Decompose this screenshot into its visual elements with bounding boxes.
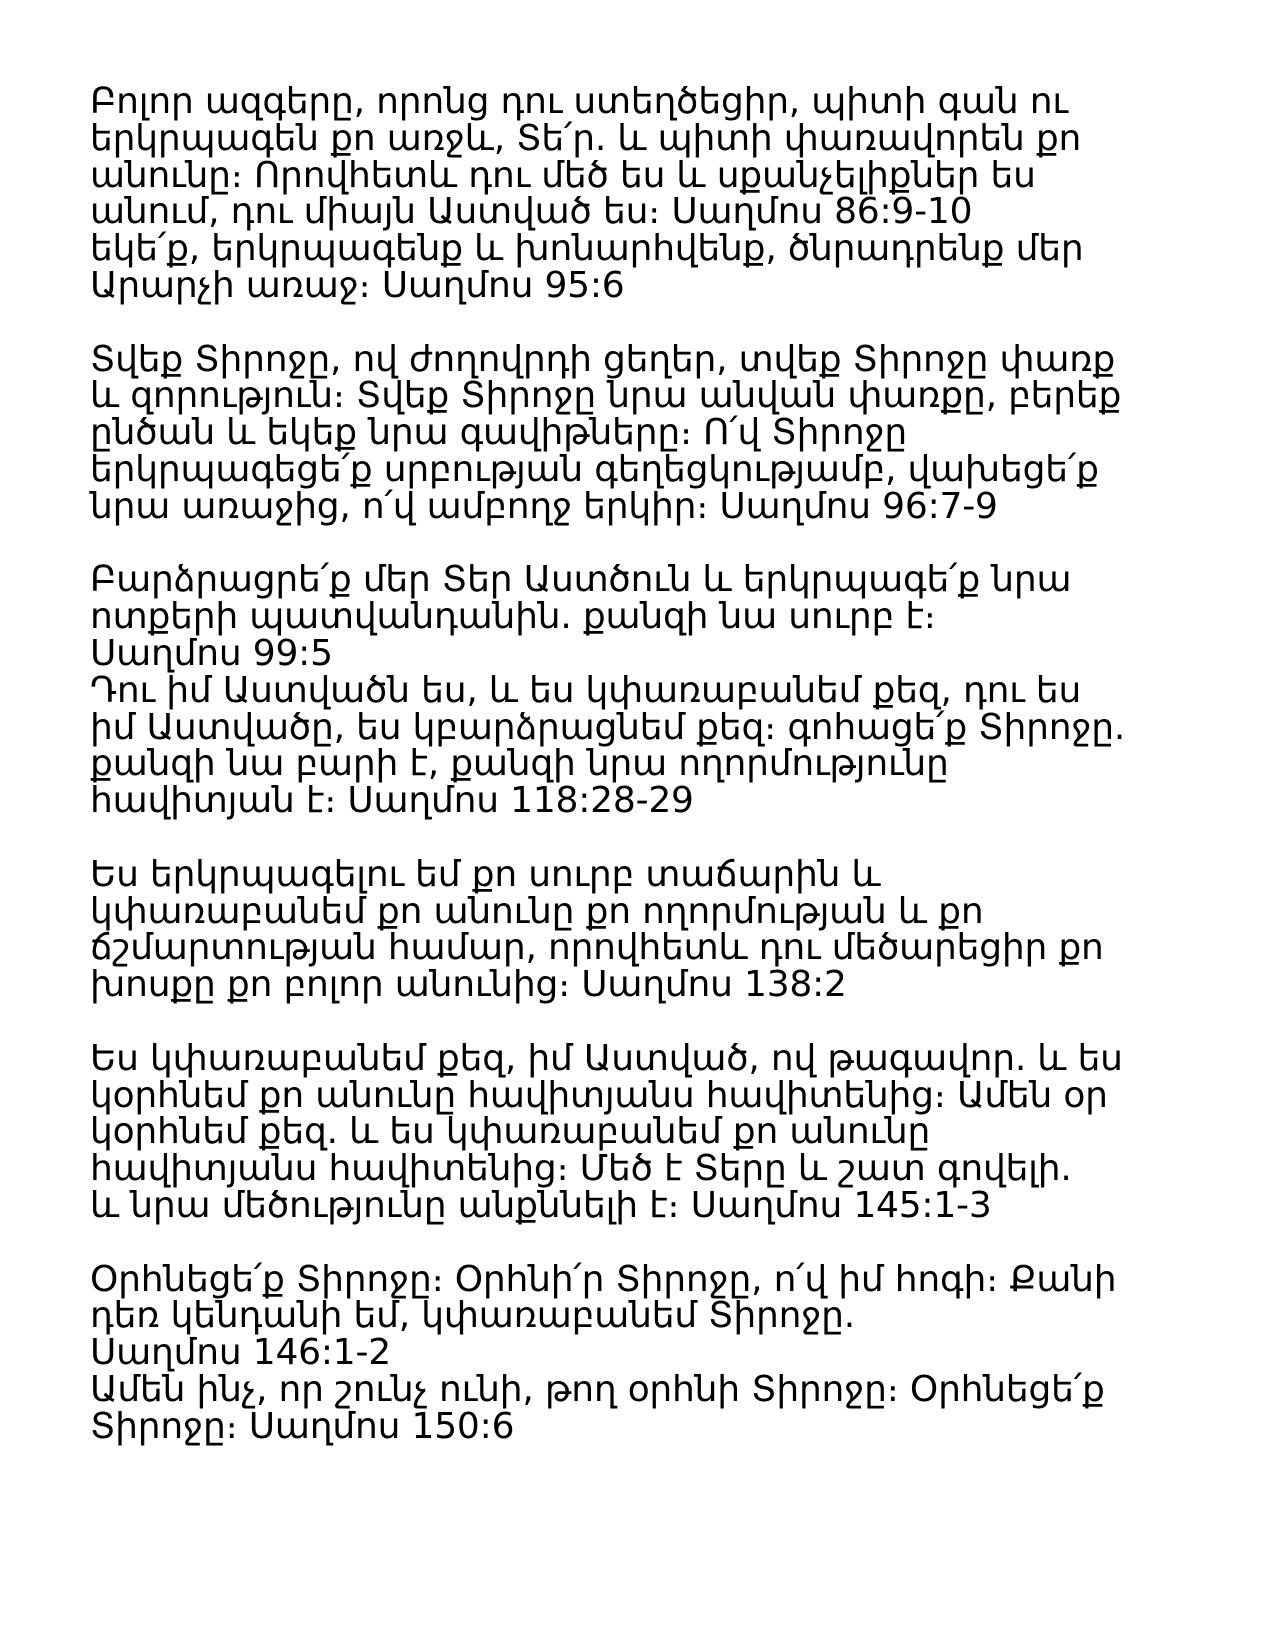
text-line: Սաղմոս 146:1-2: [90, 1332, 391, 1374]
text-line: Բարձրացրե՛ք մեր Տեր Աստծուն և երկրպագե՛ք նրա: [90, 559, 1072, 601]
text-line: Տիրոջը։ Սաղմոս 150:6: [90, 1405, 515, 1447]
paragraph-gap: [90, 1225, 1240, 1262]
paragraph-psalm-86-95: [90, 81, 1240, 306]
text-line: Ամեն ինչ, որ շունչ ունի, թող օրհնի Տիրոջը։ Օրհնեցե՛ք: [90, 1368, 1105, 1410]
paragraph-gap: [90, 305, 1240, 342]
psalm-text-block: [90, 81, 1240, 1447]
text-line: Օրհնեցե՛ք Տիրոջը։ Օրհնի՛ր Տիրոջը, ո՛վ իմ հոգի։ Քանի: [90, 1258, 1117, 1300]
text-line: իմ Աստվածը, ես կբարձրացնեմ քեզ։ գոհացե՛ք Տիրոջը.: [90, 706, 1126, 748]
text-line: անունը։ Որովհետև դու մեծ ես և սքանչելիքներ ես: [90, 154, 1036, 196]
paragraph-psalm-99-118: [90, 559, 1240, 822]
text-line: Արարչի առաջ։ Սաղմոս 95:6: [90, 264, 625, 306]
paragraph-gap: [90, 820, 1240, 857]
text-line: անում, դու միայն Աստված ես։ Սաղմոս 86:9-10: [90, 191, 973, 233]
text-line: խոսքը քո բոլոր անունից։ Սաղմոս 138:2: [90, 964, 847, 1006]
text-line: կփառաբանեմ քո անունը քո ողորմության և քո: [90, 890, 984, 932]
paragraph-psalm-146-150: [90, 1258, 1240, 1447]
text-line: և նրա մեծությունը անքննելի է։ Սաղմոս 145:1-3: [90, 1184, 992, 1226]
text-line: և զորություն։ Տվեք Տիրոջը նրա անվան փառքը, բերեք: [90, 375, 1122, 417]
text-line: եկե՛ք, երկրպագենք և խոնարհվենք, ծնրադրենք մեր: [90, 228, 1084, 270]
paragraph-gap: [90, 1004, 1240, 1041]
paragraph-psalm-96: [90, 338, 1240, 527]
text-line: քանզի նա բարի է, քանզի նրա ողորմությունը: [90, 743, 949, 785]
text-line: ոտքերի պատվանդանին. քանզի նա սուրբ է։: [90, 596, 936, 638]
text-line: երկրպագեն քո առջև, Տե՛ր. և պիտի փառավորեն քո: [90, 117, 1082, 159]
text-line: ճշմարտության համար, որովհետև դու մեծարեցիր քո: [90, 927, 1104, 969]
text-line: Տվեք Տիրոջը, ով ժողովրդի ցեղեր, տվեք Տիրոջը փառք: [90, 338, 1116, 380]
text-line: հավիտյանս հավիտենից։ Մեծ է Տերը և շատ գովելի.: [90, 1148, 1072, 1190]
paragraph-psalm-138: [90, 853, 1240, 1006]
text-line: Ես կփառաբանեմ քեզ, իմ Աստված, ով թագավոր. և ես: [90, 1037, 1123, 1079]
text-line: կօրհնեմ քեզ. և ես կփառաբանեմ քո անունը: [90, 1111, 931, 1153]
text-line: Դու իմ Աստվածն ես, և ես կփառաբանեմ քեզ, դու ես: [90, 669, 1082, 711]
text-line: Բոլոր ազգերը, որոնց դու ստեղծեցիր, պիտի գան ու: [90, 81, 1068, 122]
text-line: կօրհնեմ քո անունը հավիտյանս հավիտենից։ Ամեն օր: [90, 1074, 1108, 1116]
text-line: երկրպագեցե՛ք սրբության գեղեցկությամբ, վախեցե՛ք: [90, 448, 1099, 490]
paragraph-gap: [90, 526, 1240, 563]
text-line: նրա առաջից, ո՛վ ամբողջ երկիր։ Սաղմոս 96:7-9: [90, 485, 998, 527]
text-line: Ես երկրպագելու եմ քո սուրբ տաճարին և: [90, 853, 881, 895]
text-line: դեռ կենդանի եմ, կփառաբանեմ Տիրոջը.: [90, 1295, 856, 1337]
text-line: Սաղմոս 99:5: [90, 632, 333, 674]
text-line: ընծան և եկեք նրա գավիթները։ Ո՛վ Տիրոջը: [90, 412, 908, 454]
text-line: հավիտյան է։ Սաղմոս 118:28-29: [90, 780, 694, 822]
paragraph-psalm-145: [90, 1037, 1240, 1226]
